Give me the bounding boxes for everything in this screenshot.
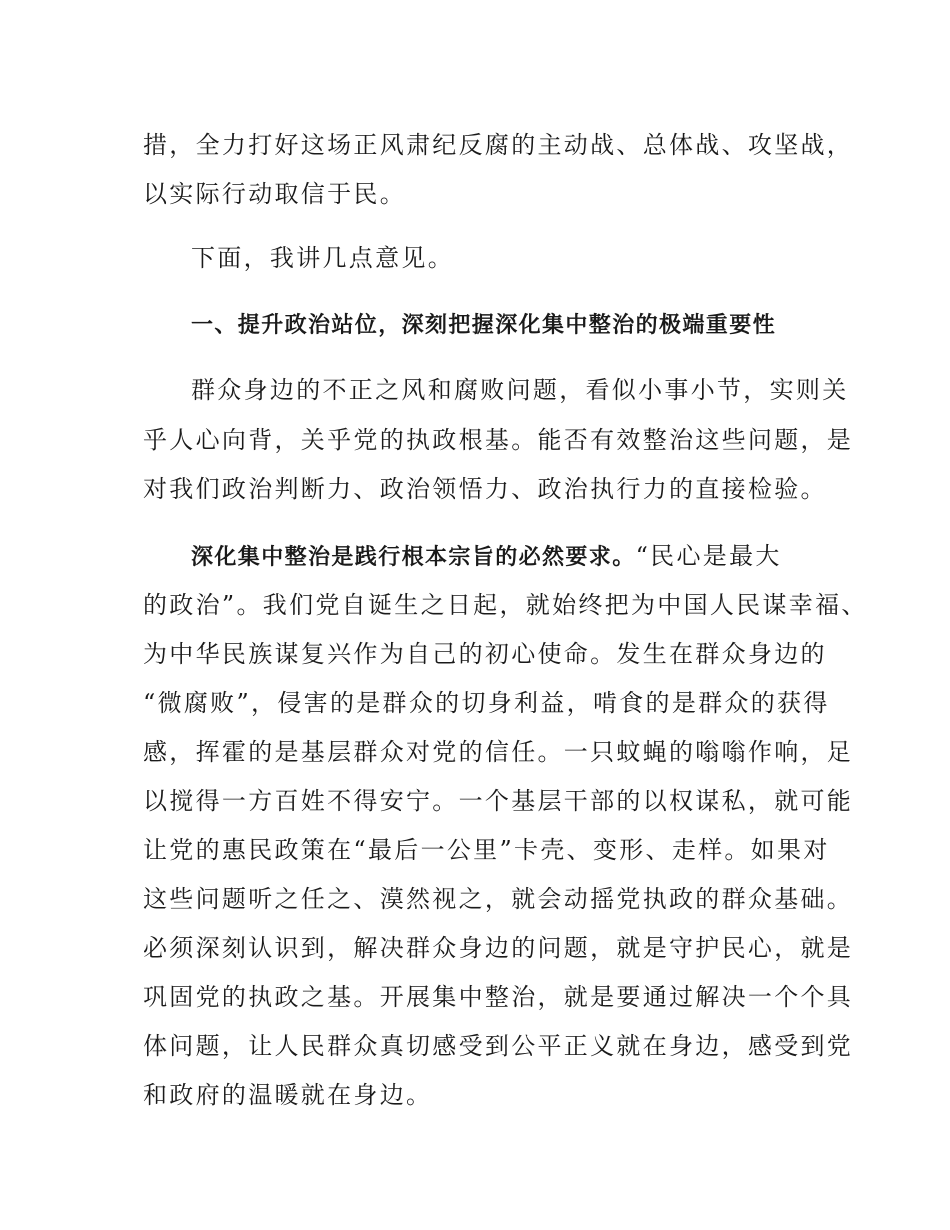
para2-line-10: 巩固党的执政之基。开展集中整治，就是要通过解决一个个具 — [143, 983, 854, 1011]
para1-line-2: 乎人心向背，关乎党的执政根基。能否有效整治这些问题，是 — [143, 426, 854, 454]
para2-line-5: 感，挥霍的是基层群众对党的信任。一只蚊蝇的嗡嗡作响，足 — [143, 738, 854, 766]
para2-line-4: “微腐败”，侵害的是群众的切身利益，啃食的是群众的获得 — [143, 689, 830, 717]
section-heading: 一、提升政治站位，深刻把握深化集中整治的极端重要性 — [191, 313, 777, 338]
para2-line-11: 体问题，让人民群众真切感受到公平正义就在身边，感受到党 — [143, 1032, 854, 1060]
opening-line-1: 措，全力打好这场正风肃纪反腐的主动战、总体战、攻坚战， — [143, 131, 854, 159]
para2-line-9: 必须深刻认识到，解决群众身边的问题，就是守护民心，就是 — [143, 934, 854, 962]
para1-line-1: 群众身边的不正之风和腐败问题，看似小事小节，实则关 — [191, 376, 849, 404]
para2-line-12: 和政府的温暖就在身边。 — [143, 1081, 433, 1109]
para2-line-7: 让党的惠民政策在“最后一公里”卡壳、变形、走样。如果对 — [143, 836, 830, 864]
para2-line-3: 为中华民族谋复兴作为自己的初心使命。发生在群众身边的 — [143, 640, 827, 668]
para2-line-1 — [191, 540, 782, 574]
transition-line: 下面，我讲几点意见。 — [191, 244, 454, 272]
para1-line-3: 对我们政治判断力、政治领悟力、政治执行力的直接检验。 — [143, 475, 827, 503]
para2-line-6: 以搅得一方百姓不得安宁。一个基层干部的以权谋私，就可能 — [143, 787, 854, 815]
para2-line-2: 的政治”。我们党自诞生之日起，就始终把为中国人民谋幸福、 — [143, 591, 868, 619]
para2-first-line-rest: “民心是最大 — [635, 542, 782, 570]
opening-line-2: 以实际行动取信于民。 — [143, 180, 406, 208]
para2-line-8: 这些问题听之任之、漠然视之，就会动摇党执政的群众基础。 — [143, 885, 854, 913]
para2-lead-sentence: 深化集中整治是践行根本宗旨的必然要求。 — [191, 545, 636, 570]
